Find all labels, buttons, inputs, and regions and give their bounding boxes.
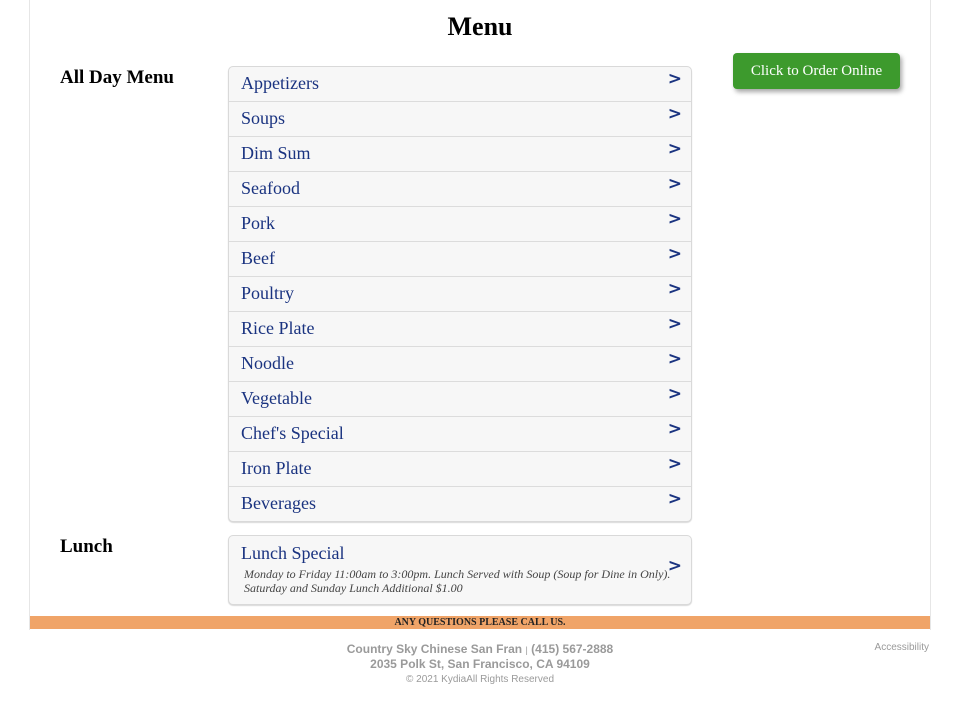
menu-item-label: Iron Plate [241,458,312,478]
menu-item-appetizers[interactable] [229,67,691,102]
all-day-menu-list [228,66,692,522]
chevron-right-icon: > [667,69,682,89]
kydia-link[interactable]: Kydia [441,674,467,685]
order-online-button[interactable]: Click to Order Online [733,53,900,89]
menu-item-label: Seafood [241,178,300,198]
page-title: Menu [447,12,513,41]
accessibility-link[interactable]: Accessibility [874,642,929,653]
menu-item-label: Vegetable [241,388,312,408]
footer [0,642,960,687]
menu-item-chefs-special[interactable] [229,417,691,452]
menu-item-label: Dim Sum [241,143,311,163]
menu-item-dim-sum[interactable] [229,137,691,172]
call-us-banner: ANY QUESTIONS PLEASE CALL US. [30,616,930,629]
menu-item-label: Beverages [241,493,316,513]
menu-item-pork[interactable] [229,207,691,242]
chevron-right-icon: > [667,279,682,299]
menu-item-vegetable[interactable] [229,382,691,417]
chevron-right-icon: > [667,314,682,334]
chevron-right-icon: > [667,244,682,264]
rights-reserved: All Rights Reserved [466,674,554,685]
menu-item-label: Appetizers [241,73,319,93]
menu-item-label: Rice Plate [241,318,315,338]
menu-item-iron-plate[interactable] [229,452,691,487]
restaurant-name: Country Sky Chinese San Fran [346,642,523,656]
menu-item-label: Lunch Special [241,543,345,563]
chevron-right-icon: > [667,209,682,229]
chevron-right-icon: > [667,139,682,159]
menu-item-noodle[interactable] [229,347,691,382]
menu-item-soups[interactable] [229,102,691,137]
chevron-right-icon: > [667,174,682,194]
menu-item-label: Chef's Special [241,423,344,443]
chevron-right-icon: > [667,556,682,576]
chevron-right-icon: > [667,349,682,369]
menu-item-poultry[interactable] [229,277,691,312]
restaurant-phone[interactable]: (415) 567-2888 [531,642,614,656]
lunch-special-description: Monday to Friday 11:00am to 3:00pm. Lunch Served with Soup (Soup for Dine in Only). Saturday and Sunday Lunch Additional $1.00 [244,567,671,595]
chevron-right-icon: > [667,454,682,474]
chevron-right-icon: > [667,384,682,404]
menu-item-seafood[interactable] [229,172,691,207]
menu-item-label: Noodle [241,353,294,373]
lunch-heading: Lunch [60,536,113,557]
chevron-right-icon: > [667,419,682,439]
lunch-menu-list [228,535,692,605]
menu-item-label: Beef [241,248,275,268]
menu-item-label: Poultry [241,283,295,303]
menu-item-beverages[interactable] [229,487,691,521]
copyright: © 2021 [405,674,439,685]
menu-item-lunch-special[interactable] [229,536,691,604]
all-day-menu-heading: All Day Menu [60,67,174,88]
footer-separator: | [525,645,528,655]
menu-item-beef[interactable] [229,242,691,277]
chevron-right-icon: > [667,489,682,509]
restaurant-address: 2035 Polk St, San Francisco, CA 94109 [370,657,590,671]
chevron-right-icon: > [667,104,682,124]
menu-item-label: Soups [241,108,286,128]
menu-item-rice-plate[interactable] [229,312,691,347]
menu-item-label: Pork [241,213,276,233]
